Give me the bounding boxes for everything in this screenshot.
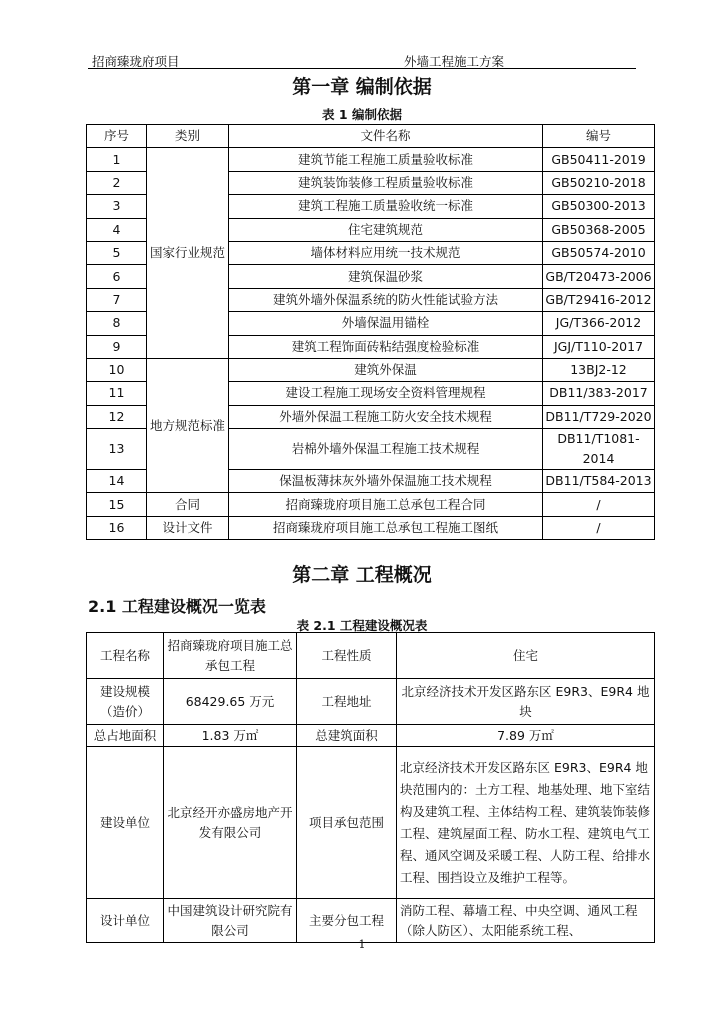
row-number: 11	[87, 382, 147, 405]
document-name: 外墙外保温工程施工防火安全技术规程	[229, 405, 543, 428]
category-cell: 合同	[147, 493, 229, 516]
document-name: 建筑节能工程施工质量验收标准	[229, 148, 543, 171]
label-cell: 设计单位	[87, 899, 164, 943]
row-number: 1	[87, 148, 147, 171]
document-code: JG/T366-2012	[543, 312, 655, 335]
section-2-1-title: 2.1 工程建设概况一览表	[88, 597, 266, 616]
chapter1-title: 第一章 编制依据	[292, 76, 432, 98]
label-cell: 工程性质	[297, 633, 397, 679]
row-number: 16	[87, 516, 147, 539]
table2-caption: 表 2.1 工程建设概况表	[296, 618, 428, 633]
document-code: DB11/383-2017	[543, 382, 655, 405]
document-name: 建筑外墙外保温系统的防火性能试验方法	[229, 288, 543, 311]
document-code: GB50210-2018	[543, 171, 655, 194]
value-cell: 1.83 万㎡	[164, 725, 297, 747]
document-name: 外墙保温用锚栓	[229, 312, 543, 335]
row-number: 10	[87, 358, 147, 381]
chapter2-title: 第二章 工程概况	[292, 564, 432, 586]
row-number: 3	[87, 195, 147, 218]
label-cell: 总建筑面积	[297, 725, 397, 747]
col-header: 类别	[147, 125, 229, 148]
row-number: 2	[87, 171, 147, 194]
document-name: 建筑工程饰面砖粘结强度检验标准	[229, 335, 543, 358]
header-doc-title: 外墙工程施工方案	[404, 54, 505, 69]
label-cell: 项目承包范围	[297, 747, 397, 899]
document-name: 建设工程施工现场安全资料管理规程	[229, 382, 543, 405]
row-number: 13	[87, 429, 147, 470]
row-number: 9	[87, 335, 147, 358]
document-name: 建筑装饰装修工程质量验收标准	[229, 171, 543, 194]
overview-table	[86, 632, 655, 943]
label-cell: 总占地面积	[87, 725, 164, 747]
document-code: GB/T29416-2012	[543, 288, 655, 311]
document-name: 建筑外保温	[229, 358, 543, 381]
document-code: DB11/T584-2013	[543, 470, 655, 493]
row-number: 14	[87, 470, 147, 493]
document-name: 建筑保温砂浆	[229, 265, 543, 288]
document-code: DB11/T1081-2014	[543, 429, 655, 470]
value-cell: 北京经济技术开发区路东区 E9R3、E9R4 地块范围内的：土方工程、地基处理、地下室结构及建筑工程、主体结构工程、建筑装饰装修工程、建筑屋面工程、防水工程、建筑电气工程、通风空调及采暖工程、人防工程、给排水工程、围挡设立及维护工程等。	[397, 747, 655, 899]
category-cell: 设计文件	[147, 516, 229, 539]
table-header-row	[87, 125, 655, 148]
value-cell: 北京经开亦盛房地产开发有限公司	[164, 747, 297, 899]
label-cell: 工程地址	[297, 679, 397, 725]
document-code: JGJ/T110-2017	[543, 335, 655, 358]
table-row	[87, 516, 655, 539]
value-cell: 7.89 万㎡	[397, 725, 655, 747]
row-number: 4	[87, 218, 147, 241]
document-name: 招商臻珑府项目施工总承包工程合同	[229, 493, 543, 516]
document-code: GB50300-2013	[543, 195, 655, 218]
row-number: 7	[87, 288, 147, 311]
label-cell: 建设单位	[87, 747, 164, 899]
table-row	[87, 679, 655, 725]
row-number: 6	[87, 265, 147, 288]
table-row	[87, 633, 655, 679]
document-code: GB50411-2019	[543, 148, 655, 171]
table-row	[87, 747, 655, 899]
header-rule	[88, 68, 636, 69]
value-cell: 住宅	[397, 633, 655, 679]
document-code: DB11/T729-2020	[543, 405, 655, 428]
label-cell: 主要分包工程	[297, 899, 397, 943]
value-cell: 北京经济技术开发区路东区 E9R3、E9R4 地块	[397, 679, 655, 725]
document-name: 岩棉外墙外保温工程施工技术规程	[229, 429, 543, 470]
table-row	[87, 725, 655, 747]
value-cell: 中国建筑设计研究院有限公司	[164, 899, 297, 943]
document-name: 墙体材料应用统一技术规范	[229, 241, 543, 264]
document-name: 招商臻珑府项目施工总承包工程施工图纸	[229, 516, 543, 539]
col-header: 文件名称	[229, 125, 543, 148]
category-cell: 地方规范标准	[147, 358, 229, 493]
basis-table	[86, 124, 655, 540]
page-number: 1	[358, 938, 366, 951]
label-cell: 工程名称	[87, 633, 164, 679]
table-row	[87, 899, 655, 943]
col-header: 编号	[543, 125, 655, 148]
table-row	[87, 493, 655, 516]
value-cell: 68429.65 万元	[164, 679, 297, 725]
document-code: 13BJ2-12	[543, 358, 655, 381]
document-name: 住宅建筑规范	[229, 218, 543, 241]
document-code: GB50368-2005	[543, 218, 655, 241]
row-number: 8	[87, 312, 147, 335]
row-number: 12	[87, 405, 147, 428]
col-header: 序号	[87, 125, 147, 148]
category-cell: 国家行业规范	[147, 148, 229, 359]
label-cell: 建设规模（造价）	[87, 679, 164, 725]
table-row	[87, 148, 655, 171]
document-code: GB50574-2010	[543, 241, 655, 264]
row-number: 5	[87, 241, 147, 264]
header-project: 招商臻珑府项目	[92, 54, 180, 69]
document-name: 建筑工程施工质量验收统一标准	[229, 195, 543, 218]
document-code: /	[543, 516, 655, 539]
table-row	[87, 358, 655, 381]
document-code: /	[543, 493, 655, 516]
row-number: 15	[87, 493, 147, 516]
value-cell: 消防工程、幕墙工程、中央空调、通风工程（除人防区）、太阳能系统工程、	[397, 899, 655, 943]
document-name: 保温板薄抹灰外墙外保温施工技术规程	[229, 470, 543, 493]
document-code: GB/T20473-2006	[543, 265, 655, 288]
table1-caption: 表 1 编制依据	[322, 107, 402, 122]
value-cell: 招商臻珑府项目施工总承包工程	[164, 633, 297, 679]
